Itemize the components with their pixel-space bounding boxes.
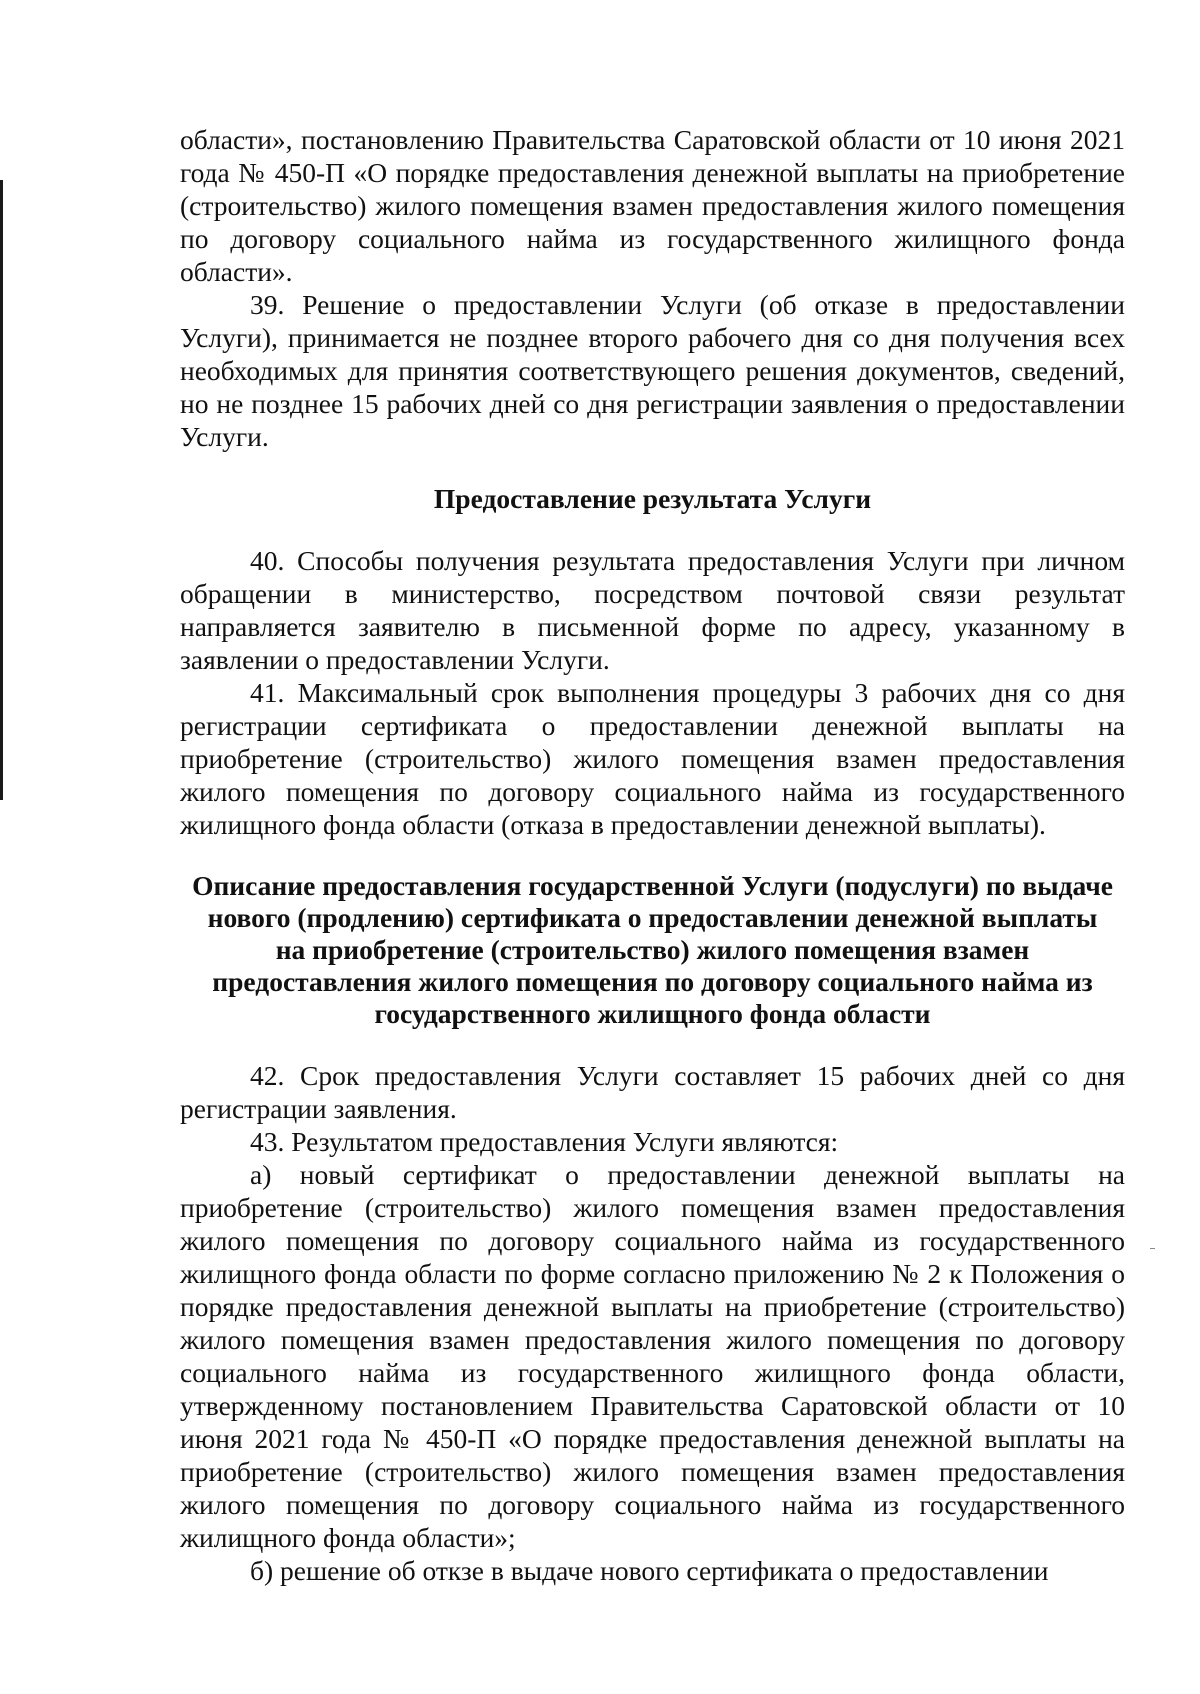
paragraph-41: 41. Максимальный срок выполнения процедуры 3 рабочих дня со дня регистрации сертификата о предоставлении денежной выплаты на приобретение (строительство) жилого помещения взамен предоставления жилого помещения по договору социального найма из государственного жилищного фонда области (отказа в предоставлении денежной выплаты). bbox=[180, 677, 1125, 840]
paragraph-43a: а) новый сертификат о предоставлении денежной выплаты на приобретение (строительство) жилого помещения взамен предоставления жилого помещения по договору социального найма из государственного жилищного фонда области по форме согласно приложению № 2 к Положения о порядке предоставления денежной выплаты на приобретение (строительство) жилого помещения взамен предоставления жилого помещения по договору социального найма из государственного жилищного фонда области, утвержденному постановлением Правительства Саратовской области от 10 июня 2021 года № 450-П «О порядке предоставления денежной выплаты на приобретение (строительство) жилого помещения взамен предоставления жилого помещения по договору социального найма из государственного жилищного фонда области»; bbox=[180, 1159, 1125, 1553]
section-heading-description: Описание предоставления государственной Услуги (подуслуги) по выдаче нового (продлению) сертификата о предоставлении денежной выплаты на приобретение (строительство) жилого помещения взамен предоставления жилого помещения по договору социального найма из государственного жилищного фонда области bbox=[192, 870, 1113, 1029]
scan-edge-mark bbox=[0, 180, 3, 800]
paragraph-intro: области», постановлению Правительства Саратовской области от 10 июня 2021 года № 450-П «О порядке предоставления денежной выплаты на приобретение (строительство) жилого помещения взамен предоставления жилого помещения по договору социального найма из государственного жилищного фонда области». bbox=[180, 124, 1125, 287]
paragraph-40: 40. Способы получения результата предоставления Услуги при личном обращении в министерство, посредством почтовой связи результат направляется заявителю в письменной форме по адресу, указанному в заявлении о предоставлении Услуги. bbox=[180, 545, 1125, 675]
paragraph-39: 39. Решение о предоставлении Услуги (об отказе в предоставлении Услуги), принимается не позднее второго рабочего дня со дня получения всех необходимых для принятия соответствующего решения документов, сведений, но не позднее 15 рабочих дней со дня регистрации заявления о предоставлении Услуги. bbox=[180, 289, 1125, 452]
scan-speck bbox=[1150, 1248, 1155, 1249]
paragraph-42: 42. Срок предоставления Услуги составляет 15 рабочих дней со дня регистрации заявления. bbox=[180, 1060, 1125, 1124]
document-body bbox=[180, 123, 1125, 1587]
paragraph-43b: б) решение об откзе в выдаче нового сертификата о предоставлении bbox=[250, 1555, 1049, 1586]
paragraph-43: 43. Результатом предоставления Услуги являются: bbox=[250, 1126, 839, 1157]
section-heading-result: Предоставление результата Услуги bbox=[433, 483, 872, 514]
